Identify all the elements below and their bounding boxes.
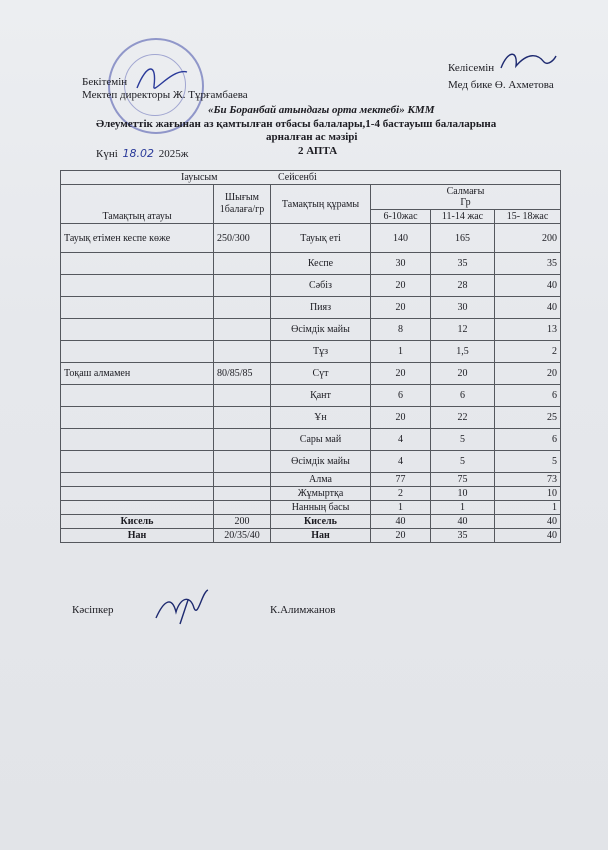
cell-age-3: 40 — [495, 297, 561, 319]
date-line — [96, 147, 188, 160]
cell-age-2: 28 — [431, 275, 495, 297]
cell-yield: 200 — [214, 515, 271, 529]
cell-item: Тауық еті — [271, 224, 371, 253]
cell-item: Кеспе — [271, 253, 371, 275]
cell-yield — [214, 473, 271, 487]
title-line-2: арналған ас мәзірі — [266, 131, 358, 143]
cell-yield — [214, 487, 271, 501]
cell-item: Сары май — [271, 429, 371, 451]
table-row — [61, 297, 561, 319]
header-unit-label: Гр — [460, 197, 471, 208]
table-row — [61, 385, 561, 407]
cell-age-1: 20 — [371, 363, 431, 385]
table-row — [61, 501, 561, 515]
cell-yield — [214, 341, 271, 363]
cell-age-1: 40 — [371, 515, 431, 529]
cell-age-3: 13 — [495, 319, 561, 341]
cell-dish — [61, 451, 214, 473]
table-row — [61, 319, 561, 341]
cell-item: Қант — [271, 385, 371, 407]
table-row — [61, 515, 561, 529]
cell-dish — [61, 407, 214, 429]
date-year: 2025ж — [158, 148, 189, 160]
cell-yield: 20/35/40 — [214, 529, 271, 543]
day-row — [61, 171, 561, 185]
cell-age-2: 1,5 — [431, 341, 495, 363]
cell-age-2: 10 — [431, 487, 495, 501]
cell-age-2: 6 — [431, 385, 495, 407]
cell-item: Сәбіз — [271, 275, 371, 297]
header-composition: Тамақтың құрамы — [271, 185, 371, 224]
cell-dish — [61, 319, 214, 341]
table-row — [61, 487, 561, 501]
cell-age-1: 20 — [371, 297, 431, 319]
cell-age-3: 5 — [495, 451, 561, 473]
cell-age-1: 2 — [371, 487, 431, 501]
cell-item: Сүт — [271, 363, 371, 385]
cell-age-3: 10 — [495, 487, 561, 501]
header-yield-line1: Шығым — [225, 192, 259, 203]
cell-age-1: 1 — [371, 341, 431, 363]
cell-age-2: 5 — [431, 451, 495, 473]
cell-age-2: 40 — [431, 515, 495, 529]
table-row — [61, 253, 561, 275]
table-row — [61, 451, 561, 473]
cell-age-3: 40 — [495, 515, 561, 529]
date-value: 18.02 — [122, 147, 155, 160]
header-yield — [214, 185, 271, 224]
cell-age-1: 77 — [371, 473, 431, 487]
entrepreneur-signature — [150, 588, 220, 628]
cell-yield — [214, 429, 271, 451]
table-row — [61, 407, 561, 429]
cell-yield — [214, 501, 271, 515]
cell-item: Тұз — [271, 341, 371, 363]
cell-yield — [214, 275, 271, 297]
cell-dish — [61, 297, 214, 319]
cell-age-2: 30 — [431, 297, 495, 319]
entrepreneur-name: К.Алимжанов — [270, 604, 336, 616]
cell-age-1: 30 — [371, 253, 431, 275]
cell-age-3: 40 — [495, 275, 561, 297]
cell-dish: Тоқаш алмамен — [61, 363, 214, 385]
cell-yield — [214, 319, 271, 341]
date-label: Күні — [96, 148, 118, 160]
cell-age-3: 35 — [495, 253, 561, 275]
cell-age-2: 35 — [431, 529, 495, 543]
table-row — [61, 341, 561, 363]
cell-dish: Нан — [61, 529, 214, 543]
cell-yield: 80/85/85 — [214, 363, 271, 385]
cell-age-1: 1 — [371, 501, 431, 515]
cell-dish — [61, 275, 214, 297]
header-dish: Тамақтың атауы — [61, 185, 214, 224]
approve-label: Бекітемін — [82, 76, 128, 88]
title-line-1: Әлеуметтік жағынан аз қамтылған отбасы балалары,1-4 бастауыш балаларына — [96, 118, 497, 130]
table-row — [61, 224, 561, 253]
cell-age-2: 12 — [431, 319, 495, 341]
header-age-2: 11-14 жас — [431, 210, 495, 224]
cell-age-3: 6 — [495, 429, 561, 451]
day-name: Сейсенбі — [277, 172, 317, 183]
cell-yield: 250/300 — [214, 224, 271, 253]
agree-label: Келісемін — [448, 62, 495, 74]
table-row — [61, 473, 561, 487]
cell-age-2: 35 — [431, 253, 495, 275]
cell-dish — [61, 501, 214, 515]
school-name: «Би Боранбай атындағы орта мектебі» КММ — [208, 104, 435, 116]
header-row-1 — [61, 185, 561, 210]
shift-label: Іауысым — [181, 172, 218, 183]
cell-item: Ұн — [271, 407, 371, 429]
cell-item: Жұмыртқа — [271, 487, 371, 501]
menu-table — [60, 170, 561, 543]
cell-item: Өсімдік майы — [271, 451, 371, 473]
table-row — [61, 275, 561, 297]
cell-yield — [214, 297, 271, 319]
cell-age-1: 4 — [371, 451, 431, 473]
cell-item: Өсімдік майы — [271, 319, 371, 341]
cell-item: Кисель — [271, 515, 371, 529]
cell-dish — [61, 429, 214, 451]
header-yield-line2: 1балаға/гр — [219, 204, 265, 215]
cell-item: Нанның басы — [271, 501, 371, 515]
cell-age-1: 4 — [371, 429, 431, 451]
cell-age-2: 75 — [431, 473, 495, 487]
cell-age-3: 1 — [495, 501, 561, 515]
cell-age-3: 200 — [495, 224, 561, 253]
cell-age-3: 20 — [495, 363, 561, 385]
cell-yield — [214, 451, 271, 473]
cell-age-2: 5 — [431, 429, 495, 451]
cell-dish — [61, 487, 214, 501]
cell-age-3: 25 — [495, 407, 561, 429]
cell-age-3: 6 — [495, 385, 561, 407]
cell-dish: Кисель — [61, 515, 214, 529]
header-weight-label: Салмағы — [446, 186, 485, 197]
cell-age-3: 40 — [495, 529, 561, 543]
week-label: 2 АПТА — [298, 145, 338, 157]
cell-age-1: 20 — [371, 275, 431, 297]
cell-yield — [214, 407, 271, 429]
header-age-3: 15- 18жас — [495, 210, 561, 224]
cell-yield — [214, 253, 271, 275]
cell-item: Пияз — [271, 297, 371, 319]
cell-age-1: 20 — [371, 407, 431, 429]
cell-dish — [61, 473, 214, 487]
nurse-signature — [498, 46, 558, 76]
nurse-line: Мед бике Ө. Ахметова — [448, 79, 554, 91]
cell-age-1: 20 — [371, 529, 431, 543]
cell-item: Нан — [271, 529, 371, 543]
cell-dish: Тауық етімен кеспе көже — [61, 224, 214, 253]
director-line: Мектеп директоры Ж. Тұрғамбаева — [82, 89, 248, 101]
cell-dish — [61, 341, 214, 363]
cell-age-3: 2 — [495, 341, 561, 363]
cell-age-1: 140 — [371, 224, 431, 253]
cell-dish — [61, 253, 214, 275]
table-row — [61, 529, 561, 543]
cell-age-2: 1 — [431, 501, 495, 515]
table-row — [61, 429, 561, 451]
table-row — [61, 363, 561, 385]
cell-age-3: 73 — [495, 473, 561, 487]
entrepreneur-label: Кәсіпкер — [72, 604, 114, 616]
cell-age-1: 6 — [371, 385, 431, 407]
cell-item: Алма — [271, 473, 371, 487]
cell-age-1: 8 — [371, 319, 431, 341]
header-age-1: 6-10жас — [371, 210, 431, 224]
header-weight — [371, 185, 561, 210]
menu-body — [61, 224, 561, 543]
cell-age-2: 165 — [431, 224, 495, 253]
cell-yield — [214, 385, 271, 407]
cell-age-2: 20 — [431, 363, 495, 385]
cell-dish — [61, 385, 214, 407]
cell-age-2: 22 — [431, 407, 495, 429]
